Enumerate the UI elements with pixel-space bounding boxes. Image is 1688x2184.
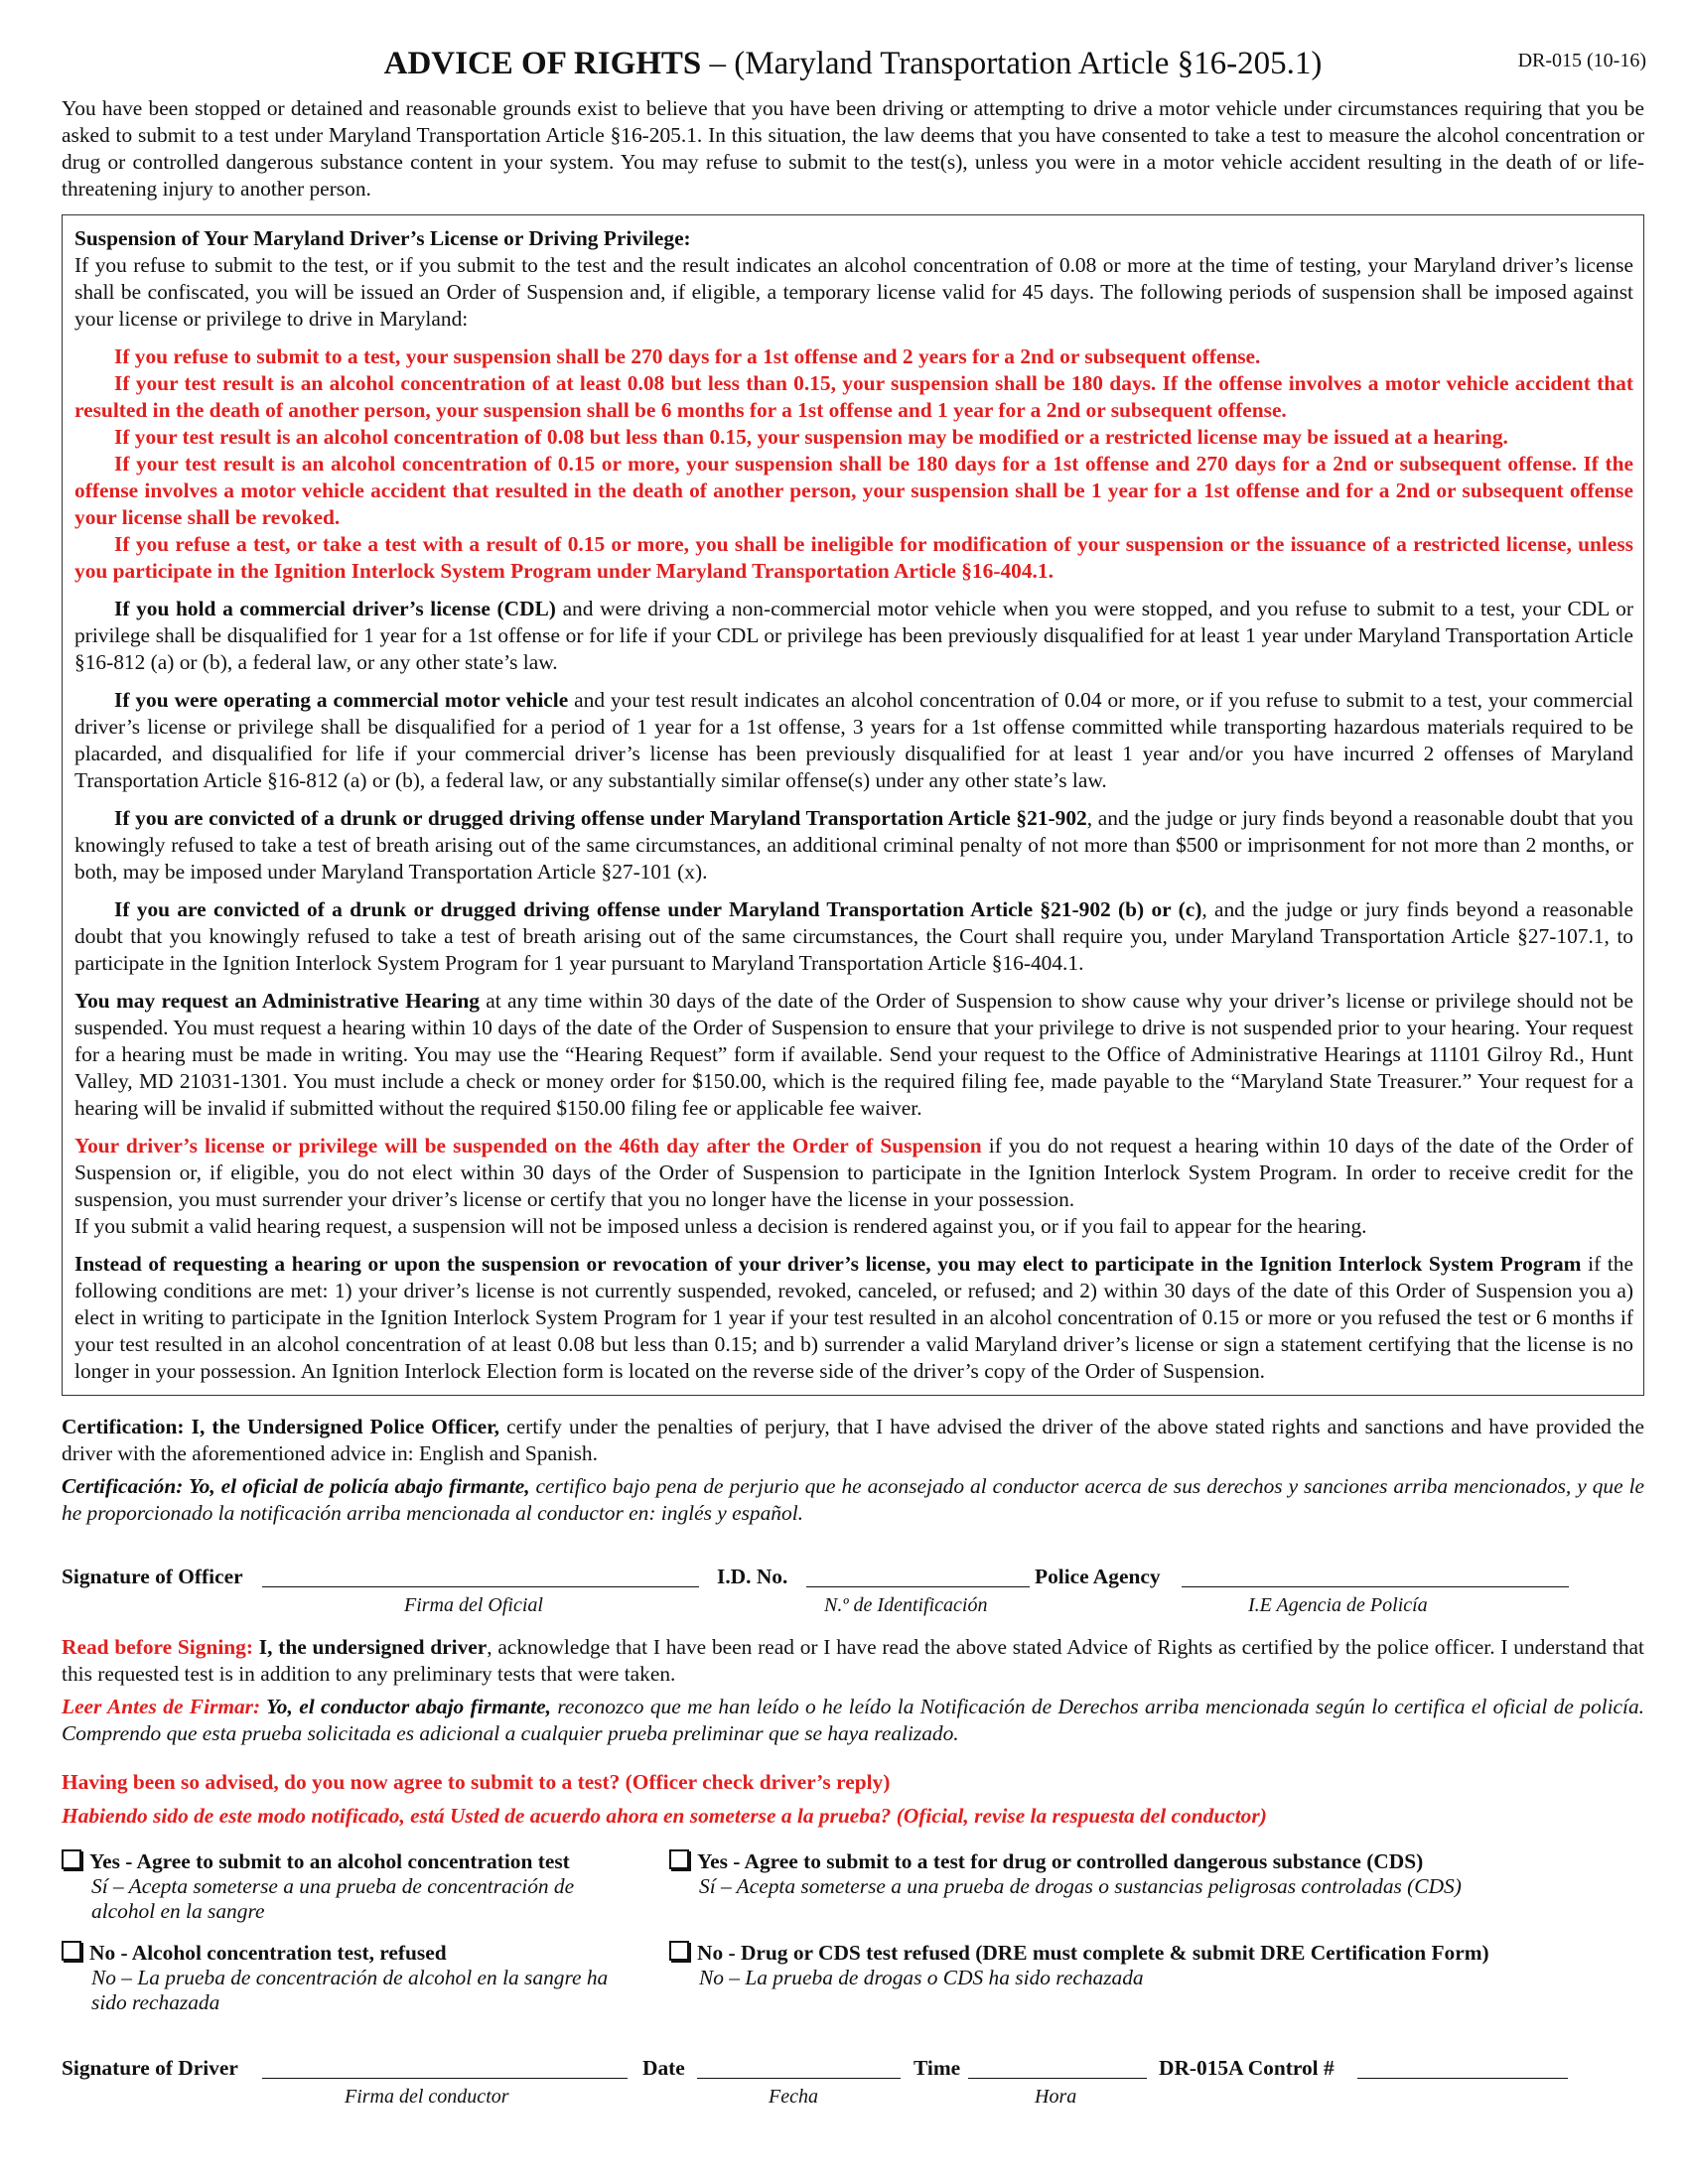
day46-text-2: If you submit a valid hearing request, a suspension will not be imposed unless a decision is rendered against you, or if you fail to appear for the hearing. (74, 1214, 1367, 1238)
driver-signature-row (62, 2056, 1644, 2114)
red-penalty-list (74, 343, 1633, 585)
option-label: No - Drug or CDS test refused (DRE must complete & submit DRE Certification Form) (697, 1941, 1489, 1965)
page-title (62, 44, 1644, 83)
certification-es-paragraph (62, 1473, 1644, 1527)
option-label: Yes - Agree to submit to an alcohol concentration test (89, 1849, 570, 1873)
control-number-label: DR-015A Control # (1159, 2056, 1335, 2080)
option-yes-alcohol[interactable] (62, 1849, 657, 1924)
conviction-paragraph-1 (74, 805, 1633, 886)
reply-options (62, 1849, 1644, 2038)
date-label: Date (642, 2056, 685, 2080)
option-label: Yes - Agree to submit to a test for drug or controlled dangerous substance (CDS) (697, 1849, 1424, 1873)
red-item: If your test result is an alcohol concentration of 0.15 or more, your suspension shall be 180 days for a 1st offense and 270 days for a 2nd or subsequent offense. If the offense involves a motor vehicle accident that resulted in the death of another person, your suspension shall be 1 year for a 1st offense and for a 2nd or subsequent offense your license shall be revoked. (74, 452, 1633, 529)
form-number: DR-015 (10-16) (1517, 50, 1646, 71)
interlock-text: if the following conditions are met: 1) your driver’s license is not currently suspended, revoked, canceled, or refused; and 2) within 30 days of the date of this Order of Suspension you a) elect in writing to participate in the Ignition Interlock System Program for 1 year if your test resulted in an alcohol concentration of 0.15 or more or you refused the test or 6 months if your test resulted in an alcohol concentration of at least 0.08 but less than 0.15; and b) surrender a valid Maryland driver’s license or sign a statement certifying that the license is no longer in your possession. An Ignition Interlock Election form is located on the reverse side of the driver’s copy of the Order of Suspension. (74, 1252, 1633, 1383)
cert-text: certify under the penalties of perjury, that I have advised the driver of the above stated rights and sanctions and have provided the driver with the aforementioned advice in: English and Spanish. (62, 1415, 1645, 1465)
advice-of-rights-form (62, 44, 1644, 2114)
time-field[interactable] (968, 2078, 1147, 2079)
title-bold: ADVICE OF RIGHTS (383, 46, 702, 81)
conv2-bold: If you are convicted of a drunk or drugged driving offense under Maryland Transportation Article §21-902 (b) or (c) (114, 897, 1202, 921)
day46-text: if you do not request a hearing within 10 days of the date of the Order of Suspension or, if eligible, you do not elect within 30 days of the Order of Suspension to participate in the Ignition Interlock System Program. In order to receive credit for the suspension, you must surrender your driver’s license or certify that you no longer have the license in your possession. (74, 1134, 1633, 1211)
red-item: If your test result is an alcohol concentration of 0.08 but less than 0.15, your suspension may be modified or a restricted license may be issued at a hearing. (114, 425, 1508, 449)
hearing-text: at any time within 30 days of the date of the Order of Suspension to show cause why your driver’s license or privilege should not be suspended. You must request a hearing within 10 days of the date of the Order of Suspension to ensure that your privilege to drive is not suspended prior to your hearing. Your request for a hearing must be made in writing. You may use the “Hearing Request” form if available. Send your request to the Office of Administrative Hearings at 11101 Gilroy Rd., Hunt Valley, MD 21031-1301. You must include a check or money order for $150.00, which is the required filing fee, made payable to the “Maryland State Treasurer.” Your request for a hearing will be invalid if submitted without the required $150.00 filing fee or applicable fee waiver. (74, 989, 1633, 1120)
hearing-bold: You may request an Administrative Hearing (74, 989, 480, 1013)
officer-signature-sub: Firma del Oficial (404, 1594, 543, 1616)
police-agency-label: Police Agency (1035, 1565, 1161, 1588)
checkbox-icon[interactable] (62, 1941, 81, 1961)
cmv-text: and your test result indicates an alcohol concentration of 0.04 or more, or if you refuse to submit to a test, your commercial driver’s license or privilege shall be disqualified for a period of 1 year for a 1st offense, 3 years for a 1st offense committed while transporting hazardous materials required to be placarded, and disqualified for life if your commercial driver’s license has been previously disqualified for at least 1 year and/or you have incurred 2 offenses of Maryland Transportation Article §16-812 (a) or (b), a federal law, or any substantially similar offense(s) under any other state’s law. (74, 688, 1633, 792)
conv1-text: , and the judge or jury finds beyond a reasonable doubt that you knowingly refused to take a test of breath arising out of the same circumstances, an additional criminal penalty of not more than $500 or imprisonment for not more than 2 months, or both, may be imposed under Maryland Transportation Article §27-101 (x). (74, 806, 1633, 884)
intro-paragraph: You have been stopped or detained and reasonable grounds exist to believe that you have been driving or attempting to drive a motor vehicle under circumstances requiring that you be asked to submit to a test under Maryland Transportation Article §16-205.1. In this situation, the law deems that you have consented to take a test to measure the alcohol concentration or drug or controlled dangerous substance content in your system. You may refuse to submit to the test(s), unless you were in a motor vehicle accident resulting in the death of or life-threatening injury to another person. (62, 96, 1644, 201)
driver-signature-sub: Firma del conductor (345, 2086, 509, 2108)
time-label: Time (914, 2056, 961, 2080)
id-no-label: I.D. No. (717, 1565, 788, 1588)
cert-bold: Certification: I, the Undersigned Police Officer, (62, 1415, 499, 1438)
suspension-section (74, 225, 1633, 333)
read-es-red: Leer Antes de Firmar: (62, 1695, 261, 1718)
police-agency-field[interactable] (1182, 1586, 1569, 1587)
cdl-text: and were driving a non-commercial motor vehicle when you were stopped, and you refuse to submit to a test, your CDL or privilege shall be disqualified for 1 year for a 1st offense or for life if your CDL or privilege has been previously disqualified for at least 1 year under Maryland Transportation Article §16-812 (a) or (b), a federal law, or any other state’s law. (74, 597, 1633, 674)
date-field[interactable] (697, 2078, 901, 2079)
checkbox-icon[interactable] (669, 1849, 689, 1869)
red-item: If your test result is an alcohol concentration of at least 0.08 but less than 0.15, your suspension shall be 180 days. If the offense involves a motor vehicle accident that resulted in the death of another person, your suspension shall be 6 months for a 1st offense and 1 year for a 2nd or subsequent offense. (74, 371, 1633, 422)
test-question: Having been so advised, do you now agree to submit to a test? (Officer check driver’s reply) (62, 1770, 891, 1794)
day46-paragraph (74, 1133, 1633, 1240)
cdl-bold: If you hold a commercial driver’s license (CDL) (114, 597, 556, 620)
read-es-text: reconozco que me han leído o he leído la Notificación de Derechos arriba mencionada según lo certifica el oficial de policía. Comprendo que esta prueba solicitada es adicional a cualquier prueba preliminar que se haya realizado. (62, 1695, 1644, 1745)
read-before-signing-paragraph (62, 1634, 1644, 1688)
cert-es-bold: Certificación: Yo, el oficial de policía abajo firmante, (62, 1474, 530, 1498)
cdl-paragraph (74, 596, 1633, 676)
cert-es-text: certifico bajo pena de perjurio que he aconsejado al conductor acerca de sus derechos y sanciones arriba mencionados, y que le he proporcionado la notificación arriba mencionada al conductor en: inglés y español. (62, 1474, 1645, 1525)
option-sub: No – La prueba de drogas o CDS ha sido rechazada (699, 1966, 1144, 1989)
checkbox-icon[interactable] (669, 1941, 689, 1961)
driver-signature-label: Signature of Driver (62, 2056, 238, 2080)
cmv-paragraph (74, 687, 1633, 794)
checkbox-icon[interactable] (62, 1849, 81, 1869)
suspension-text: If you refuse to submit to the test, or if you submit to the test and the result indicates an alcohol concentration of 0.08 or more at the time of testing, your Maryland driver’s license shall be confiscated, you will be issued an Order of Suspension and, if eligible, a temporary license valid for 45 days. The following periods of suspension shall be imposed against your license or privilege to drive in Maryland: (74, 253, 1633, 331)
officer-signature-row (62, 1565, 1644, 1622)
conviction-paragraph-2 (74, 896, 1633, 977)
test-question-es: Habiendo sido de este modo notificado, está Usted de acuerdo ahora en someterse a la prueba? (Oficial, revise la respuesta del conductor) (62, 1804, 1267, 1828)
read-es-bold: Yo, el conductor abajo firmante, (260, 1695, 552, 1718)
read-before-signing-es-paragraph (62, 1694, 1644, 1747)
officer-signature-field[interactable] (262, 1586, 699, 1587)
read-text: , acknowledge that I have been read or I have read the above stated Advice of Rights as certified by the police officer. I understand that this requested test is in addition to any preliminary tests that were taken. (62, 1635, 1644, 1686)
option-label: No - Alcohol concentration test, refused (89, 1941, 447, 1965)
time-sub: Hora (1035, 2086, 1077, 2108)
hearing-paragraph (74, 988, 1633, 1122)
option-sub: Sí – Acepta someterse a una prueba de drogas o sustancias peligrosas controladas (CDS) (699, 1874, 1462, 1898)
option-yes-drug[interactable] (669, 1849, 1642, 1899)
id-no-field[interactable] (806, 1586, 1030, 1587)
interlock-bold: Instead of requesting a hearing or upon the suspension or revocation of your driver’s license, you may elect to participate in the Ignition Interlock System Program (74, 1252, 1582, 1276)
id-no-sub: N.º de Identificación (824, 1594, 988, 1616)
read-red: Read before Signing: (62, 1635, 253, 1659)
date-sub: Fecha (769, 2086, 818, 2108)
conv2-text: , and the judge or jury finds beyond a reasonable doubt that you knowingly refused to take a test of breath arising out of the same circumstances, the Court shall require you, under Maryland Transportation Article §27-107.1, to participate in the Ignition Interlock System Program for 1 year pursuant to Maryland Transportation Article §16-404.1. (74, 897, 1633, 975)
cmv-bold: If you were operating a commercial motor vehicle (114, 688, 569, 712)
red-item: If you refuse to submit to a test, your suspension shall be 270 days for a 1st offense and 2 years for a 2nd or subsequent offense. (114, 344, 1261, 368)
read-bold: I, the undersigned driver (253, 1635, 488, 1659)
suspension-heading: Suspension of Your Maryland Driver’s License or Driving Privilege: (74, 226, 691, 250)
control-number-field[interactable] (1357, 2078, 1568, 2079)
option-no-drug[interactable] (669, 1941, 1642, 1990)
option-sub: No – La prueba de concentración de alcohol en la sangre ha sido rechazada (91, 1966, 609, 2014)
certification-paragraph (62, 1414, 1644, 1467)
interlock-paragraph (74, 1251, 1633, 1385)
red-item: If you refuse a test, or take a test with a result of 0.15 or more, you shall be ineligible for modification of your suspension or the issuance of a restricted license, unless you participate in the Ignition Interlock System Program under Maryland Transportation Article §16-404.1. (74, 532, 1633, 583)
option-sub: Sí – Acepta someterse a una prueba de concentración de alcohol en la sangre (91, 1874, 575, 1923)
driver-signature-field[interactable] (262, 2078, 628, 2079)
police-agency-sub: I.E Agencia de Policía (1248, 1594, 1428, 1616)
officer-signature-label: Signature of Officer (62, 1565, 243, 1588)
option-no-alcohol[interactable] (62, 1941, 657, 2015)
conv1-bold: If you are convicted of a drunk or drugged driving offense under Maryland Transportation Article §21-902 (114, 806, 1087, 830)
title-rest: – (Maryland Transportation Article §16-205.1) (701, 46, 1323, 81)
day46-red: Your driver’s license or privilege will be suspended on the 46th day after the Order of Suspension (74, 1134, 982, 1158)
suspension-box (62, 214, 1644, 1396)
